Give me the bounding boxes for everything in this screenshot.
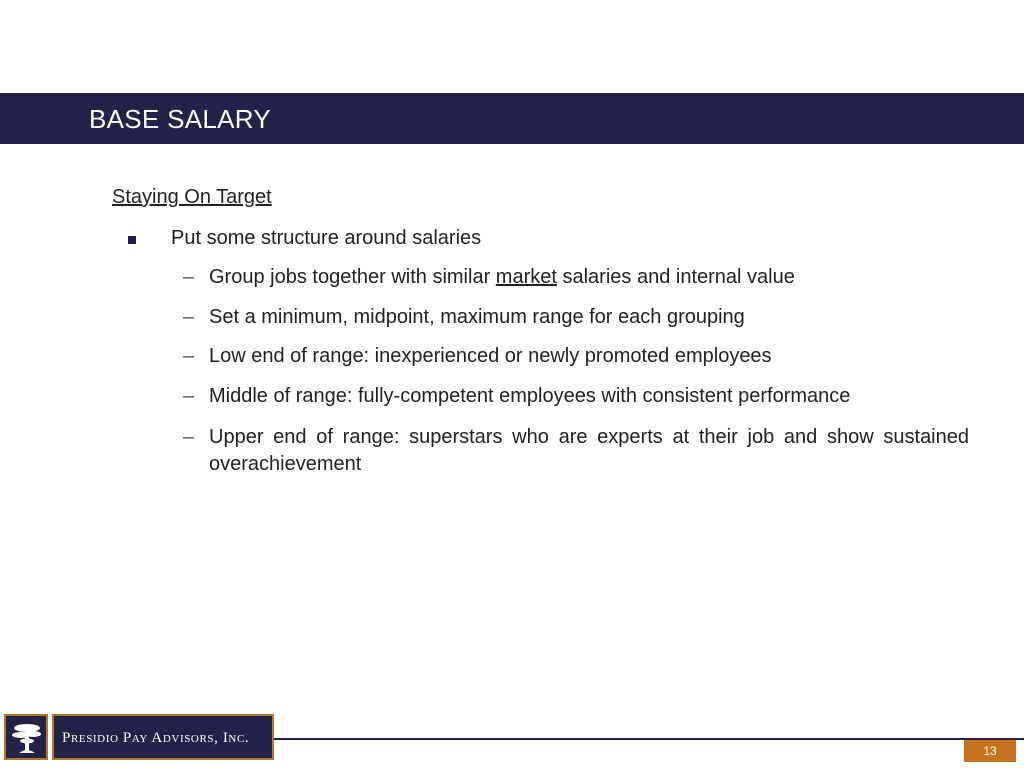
tree-logo-icon <box>10 720 44 756</box>
footer-divider <box>274 738 1024 740</box>
sub-bullet-text: Upper end of range: superstars who are experts at their job and show sustained overachievement <box>209 426 969 475</box>
underlined-word: market <box>495 266 557 288</box>
brand-box <box>52 714 274 760</box>
dash-bullet-icon: – <box>183 345 195 367</box>
dash-bullet-icon: – <box>183 426 195 448</box>
section-heading: Staying On Target <box>112 186 272 208</box>
sub-bullet-text: Group jobs together with similar market salaries and internal value <box>209 266 795 288</box>
page-number: 13 <box>964 740 1016 762</box>
dash-bullet-icon: – <box>183 306 195 328</box>
company-logo <box>4 714 48 760</box>
slide-title: BASE SALARY <box>89 104 272 134</box>
sub-bullet-text: Low end of range: inexperienced or newly promoted employees <box>209 345 772 367</box>
dash-bullet-icon: – <box>183 266 195 288</box>
square-bullet-icon <box>128 236 136 244</box>
company-name: Presidio Pay Advisors, Inc. <box>62 730 250 746</box>
sub-bullet-text: Set a minimum, midpoint, maximum range for each grouping <box>209 306 745 328</box>
bullet-text: Put some structure around salaries <box>171 227 482 249</box>
dash-bullet-icon: – <box>183 385 195 407</box>
sub-bullet-text: Middle of range: fully-competent employees with consistent performance <box>209 385 851 407</box>
